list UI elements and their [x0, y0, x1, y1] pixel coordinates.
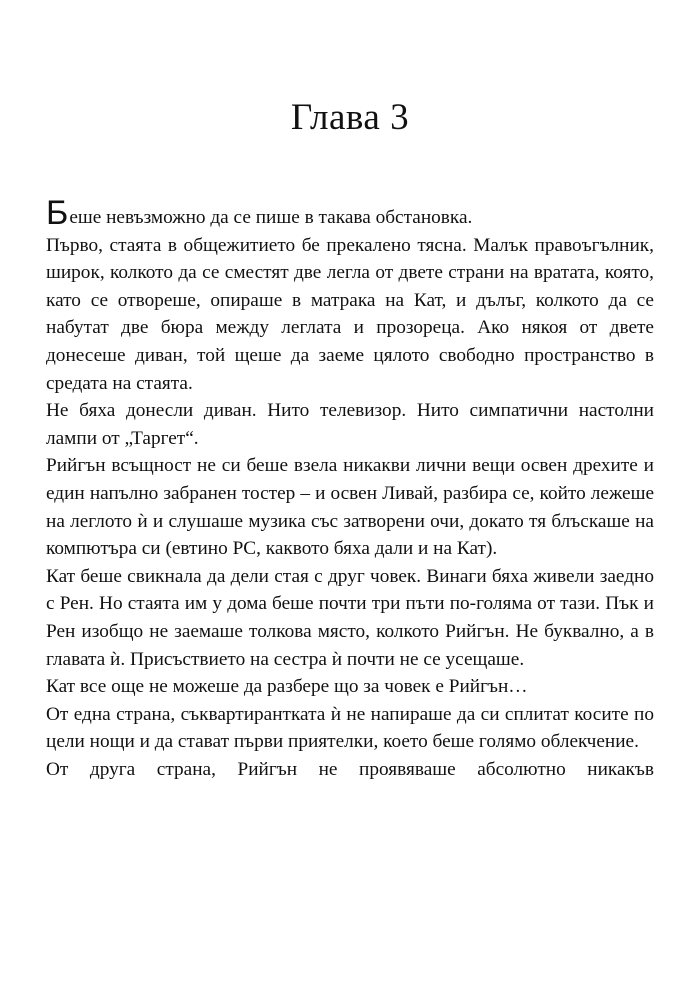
paragraph-1 [46, 194, 654, 232]
paragraph-8: От друга страна, Рийгън не проявяваше абсолютно никакъв [46, 758, 654, 780]
paragraph-3: Не бяха донесли диван. Нито телевизор. Нито симпатични настолни лампи от „Таргет“. [46, 400, 654, 449]
paragraph-7: От една страна, съквартирантката ѝ не напираше да си сплитат косите по цели нощи и да стават първи приятелки, което беше голямо облекчение. [46, 703, 654, 753]
chapter-title: Глава 3 [290, 97, 410, 138]
paragraph-6: Кат все още не можеше да разбере що за човек е Рийгън… [46, 676, 528, 698]
drop-cap-letter: Б [46, 194, 69, 232]
paragraph-5: Кат беше свикнала да дели стая с друг човек. Винаги бяха живели заедно с Рен. Но стаята им у дома беше почти три пъти по-голяма от тази. Пък и Рен изобщо не заемаше толкова място, колкото Рийгън. Не буквално, а в главата ѝ. Присъствието на сестра ѝ почти не се усещаше. [46, 565, 654, 670]
paragraph-2: Първо, стаята в общежитието бе прекалено тясна. Малък правоъгълник, широк, колкото да се сместят две легла от двете страни на вратата, която, като се отвореше, опираше в матрака на Кат, и дълъг, колкото да се набутат две бюра между леглата и прозореца. Ако някоя от двете донесеше диван, той щеше да заеме цялото свободно пространство в средата на стаята. [46, 234, 654, 394]
paragraph-1-text: еше невъзможно да се пише в такава обстановка. [69, 207, 473, 228]
paragraph-4: Рийгън всъщност не си беше взела никакви лични вещи освен дрехите и един напълно забранен тостер – и освен Ливай, разбира се, който лежеше на леглото ѝ и слушаше музика със затворени очи, докато тя блъскаше на компютъра си (евтино PC, каквото бяха дали и на Кат). [46, 455, 654, 560]
chapter-body [46, 194, 654, 783]
